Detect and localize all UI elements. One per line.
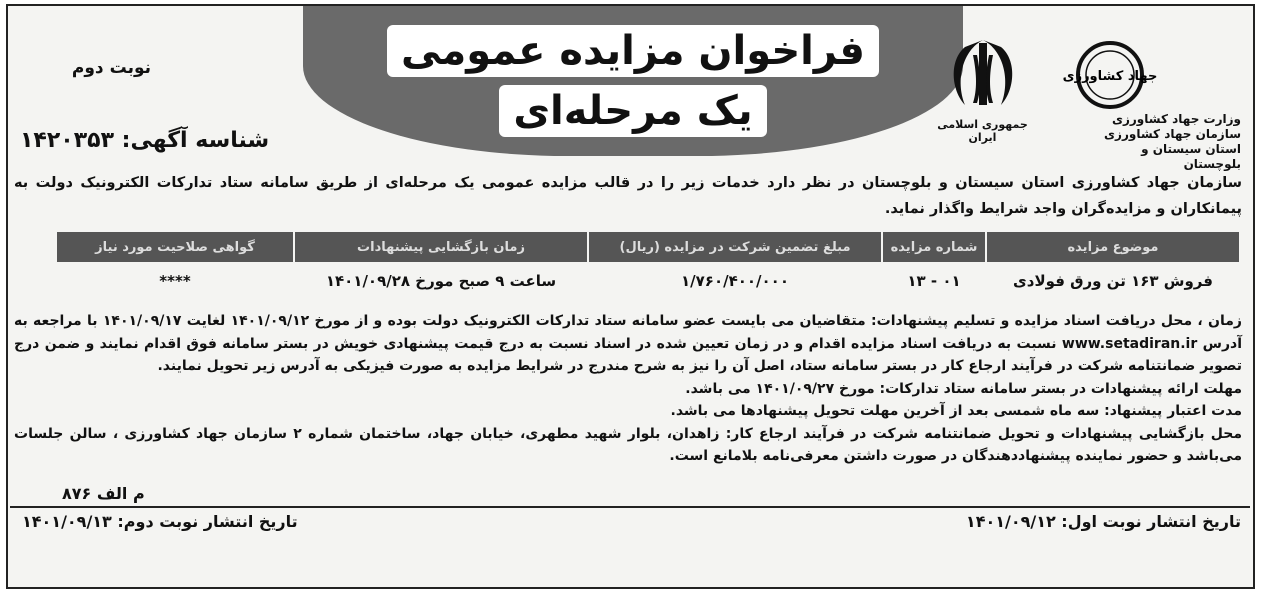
col-header: گواهی صلاحیت مورد نیاز	[56, 231, 294, 263]
table-cell: ساعت ۹ صبح مورخ ۱۴۰۱/۰۹/۲۸	[325, 272, 557, 290]
title-line1: فراخوان مزایده عمومی	[387, 25, 879, 77]
paragraph: محل بازگشایی پیشنهادات و تحویل ضمانتنامه شرکت در فرآیند ارجاع کار: زاهدان، بلوار شهید مطهری، خیابان جهاد، ساختمان شماره ۲ سازمان جهاد کشاورزی ، سالن جلسات می‌باشد و حضور نماینده پیشنهاددهندگان در صورت داشتن معرفی‌نامه بلامانع است.	[14, 425, 1242, 464]
jahad-logo-icon	[1062, 40, 1158, 110]
first-publication-date: تاریخ انتشار نوبت اول: ۱۴۰۱/۰۹/۱۲	[965, 512, 1241, 531]
footer-divider	[10, 506, 1250, 508]
title-line2: یک مرحله‌ای	[499, 85, 766, 137]
emblem-caption: جمهوری اسلامی ایران	[937, 118, 1028, 144]
logo-text: جهاد کشاورزی	[1062, 69, 1158, 84]
round-label: نوبت دوم	[71, 58, 151, 78]
second-publication-date: تاریخ انتشار نوبت دوم: ۱۴۰۱/۰۹/۱۳	[22, 512, 298, 531]
notice-code: م الف ۸۷۶	[62, 484, 145, 503]
table-row	[56, 263, 1240, 298]
iran-emblem	[935, 35, 1030, 144]
col-header: مبلغ تضمین شرکت در مزایده (ریال)	[588, 231, 882, 263]
ministry-line: استان سیستان و بلوچستان	[1141, 142, 1241, 171]
col-header: موضوع مزایده	[986, 231, 1240, 263]
paragraph: مدت اعتبار پیشنهاد: سه ماه شمسی بعد از آخرین مهلت تحویل پیشنهادها می باشد.	[670, 403, 1242, 419]
col-header: شماره مزایده	[882, 231, 986, 263]
table-cell: ****	[159, 272, 191, 290]
table-cell: فروش ۱۶۳ تن ورق فولادی	[1013, 272, 1213, 290]
iran-emblem-icon	[943, 35, 1023, 110]
auction-table	[55, 230, 1241, 298]
ministry-line: وزارت جهاد کشاورزی	[1111, 112, 1241, 126]
body-text	[14, 310, 1242, 468]
paragraph: زمان ، محل دریافت اسناد مزایده و تسلیم پیشنهادات: متقاضیان می بایست عضو سامانه ستاد تدارکات الکترونیک دولت بوده و از مورخ ۱۴۰۱/۰۹/۱۲ لغایت ۱۴۰۱/۰۹/۱۷ با مراجعه به آدرس www.setadiran.ir نسبت به دریافت اسناد مزایده اقدام و در زمان تعیین شده در اسناد نسبت به درج قیمت پیشنهادی خویش در بستر سامانه فوق اقدام نمایند و ضمن درج تصویر ضمانتنامه شرکت در فرآیند ارجاع کار در بستر سامانه ستاد، اصل آن را نیز به شرح مندرج در شرایط مزایده به صورت فیزیکی به آدرس زیر تحویل نمایند.	[14, 313, 1242, 374]
ministry-block	[1081, 112, 1241, 172]
title-banner	[303, 6, 963, 156]
col-header: زمان بازگشایی پیشنهادات	[294, 231, 588, 263]
ministry-line: سازمان جهاد کشاورزی	[1104, 127, 1241, 141]
notice-id: شناسه آگهی: ۱۴۲۰۳۵۳	[20, 128, 270, 153]
table-cell: ۱/۷۶۰/۴۰۰/۰۰۰	[681, 272, 789, 290]
paragraph: مهلت ارائه پیشنهادات در بستر سامانه ستاد تدارکات: مورخ ۱۴۰۱/۰۹/۲۷ می باشد.	[685, 380, 1242, 397]
table-header-row	[56, 231, 1240, 263]
table-cell: ۰۱ - ۱۳	[907, 272, 961, 290]
intro-paragraph: سازمان جهاد کشاورزی استان سیستان و بلوچستان در نظر دارد خدمات زیر را در قالب مزایده عمومی یک مرحله‌ای از طریق سامانه ستاد تدارکات الکترونیک دولت به پیمانکاران و مزایده‌گران واجد شرایط واگذار نماید.	[14, 175, 1242, 217]
